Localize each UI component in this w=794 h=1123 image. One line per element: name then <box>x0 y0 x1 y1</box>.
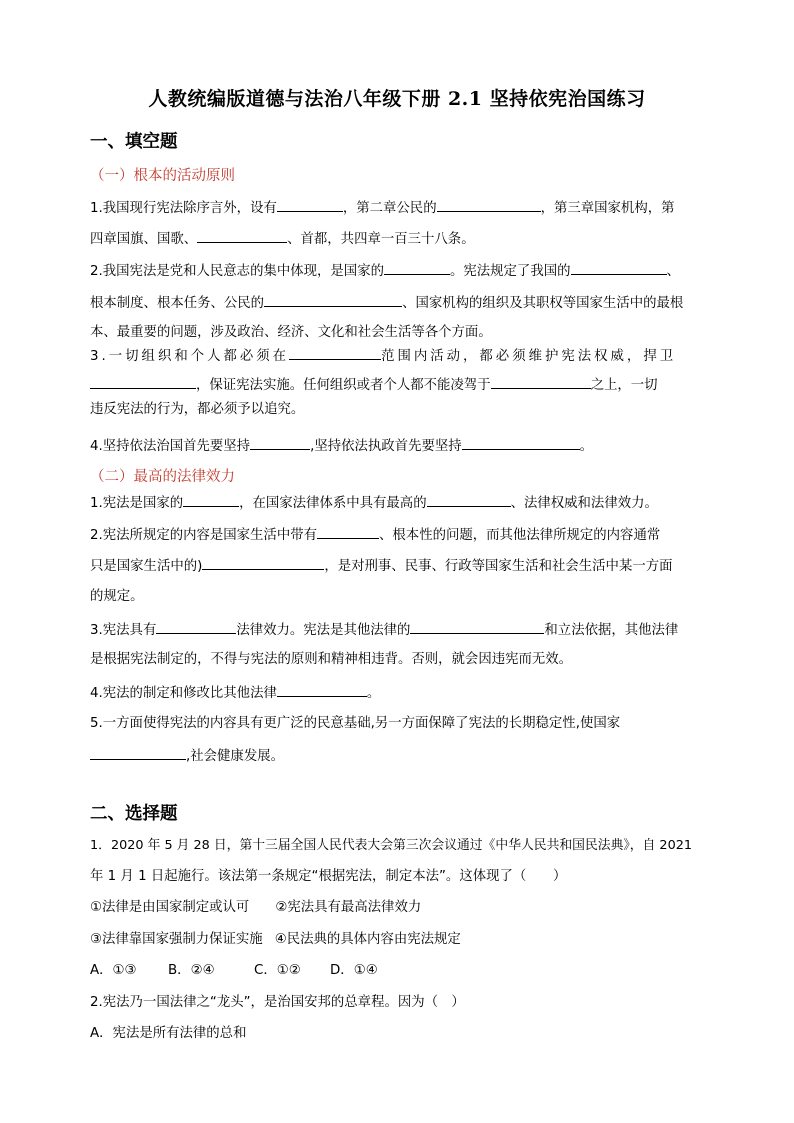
choice-d[interactable]: D．①④ <box>330 963 378 978</box>
section-heading-multiple-choice: 二、选择题 <box>90 804 178 824</box>
subsection-heading-fundamental-principle: （一）根本的活动原则 <box>90 168 235 184</box>
answer-blank[interactable] <box>462 435 580 450</box>
choice-b[interactable]: B．②④ <box>168 963 215 978</box>
question-line: 2.宪法所规定的内容是国家生活中带有 、根本性的问题，而其他法律所规定的内容通常 <box>90 524 660 546</box>
question-line: 5.一方面使得宪法的内容具有更广泛的民意基础,另一方面保障了宪法的长期稳定性,使国家 <box>90 716 621 731</box>
answer-blank[interactable] <box>197 228 287 243</box>
section-heading-fill-blank: 一、填空题 <box>90 132 178 152</box>
question-line: ,社会健康发展。 <box>90 745 284 767</box>
answer-blank[interactable] <box>202 555 324 570</box>
question-line: 本、最重要的问题，涉及政治、经济、文化和社会生活等各个方面。 <box>90 325 492 340</box>
question-line: 违反宪法的行为，都必须予以追究。 <box>90 402 305 417</box>
option-2: ②宪法具有最高法律效力 <box>275 900 422 915</box>
choice-line <box>90 961 378 981</box>
question-line: 根本制度、根本任务、公民的 、国家机构的组织及其职权等国家生活中的最根 <box>90 292 683 314</box>
question-line: 年 1 月 1 日起施行。该法第一条规定“根据宪法，制定本法”。这体现了（ ） <box>90 869 567 884</box>
answer-blank[interactable] <box>156 619 236 634</box>
question-line: 1.宪法是国家的 ，在国家法律体系中具有最高的 、法律权威和法律效力。 <box>90 492 658 514</box>
question-line: 4.宪法的制定和修改比其他法律 。 <box>90 682 380 704</box>
answer-blank[interactable] <box>90 374 196 389</box>
question-line: 3.宪法具有 法律效力。宪法是其他法律的 和立法依据，其他法律 <box>90 619 678 641</box>
question-line: 只是国家生活中的) ，是对刑事、民事、行政等国家生活和社会生活中某一方面 <box>90 555 673 577</box>
answer-blank[interactable] <box>289 345 381 360</box>
option-3: ③法律靠国家强制力保证实施 <box>90 932 263 947</box>
question-line: 1．2020 年 5 月 28 日，第十三届全国人民代表大会第三次会议通过《中华人民共和国民法典》，自 2021 <box>90 838 692 853</box>
option-1: ①法律是由国家制定或认可 <box>90 900 250 915</box>
answer-blank[interactable] <box>264 292 402 307</box>
answer-blank[interactable] <box>491 374 591 389</box>
answer-blank[interactable] <box>90 745 186 760</box>
question-line: 的规定。 <box>90 589 144 604</box>
question-line: 四章国旗、国歌、 、首都，共四章一百三十八条。 <box>90 228 475 250</box>
option-line <box>90 930 461 950</box>
question-line: 3.一切组织和个人都必须在 范围内活动，都必须维护宪法权威，捍卫 <box>90 345 676 367</box>
answer-blank[interactable] <box>277 197 343 212</box>
option-line <box>90 898 421 918</box>
answer-blank[interactable] <box>571 260 667 275</box>
option-4: ④民法典的具体内容由宪法规定 <box>274 932 461 947</box>
question-line: 是根据宪法制定的，不得与宪法的原则和精神相违背。否则，就会因违宪而无效。 <box>90 652 573 667</box>
question-line: 4.坚持依法治国首先要坚持 ,坚持依法执政首先要坚持 。 <box>90 435 593 457</box>
choice-a-line[interactable]: A．宪法是所有法律的总和 <box>90 1026 247 1041</box>
answer-blank[interactable] <box>317 524 379 539</box>
answer-blank[interactable] <box>183 492 239 507</box>
question-line: 2.宪法乃一国法律之“龙头”，是治国安邦的总章程。因为（ ） <box>90 995 465 1010</box>
answer-blank[interactable] <box>250 435 310 450</box>
answer-blank[interactable] <box>437 197 541 212</box>
question-line: ，保证宪法实施。任何组织或者个人都不能凌驾于 之上，一切 <box>90 374 658 396</box>
answer-blank[interactable] <box>384 260 450 275</box>
subsection-heading-highest-legal-effect: （二）最高的法律效力 <box>90 469 235 485</box>
answer-blank[interactable] <box>410 619 544 634</box>
question-line: 2.我国宪法是党和人民意志的集中体现，是国家的 。宪法规定了我国的 、 <box>90 260 680 282</box>
answer-blank[interactable] <box>277 682 367 697</box>
question-line: 1.我国现行宪法除序言外，设有 ，第二章公民的 ，第三章国家机构，第 <box>90 197 675 219</box>
answer-blank[interactable] <box>427 492 511 507</box>
page-title: 人教统编版道德与法治八年级下册 2.1 坚持依宪治国练习 <box>148 88 646 110</box>
choice-c[interactable]: C．①② <box>254 963 301 978</box>
choice-a[interactable]: A．①③ <box>90 963 137 978</box>
